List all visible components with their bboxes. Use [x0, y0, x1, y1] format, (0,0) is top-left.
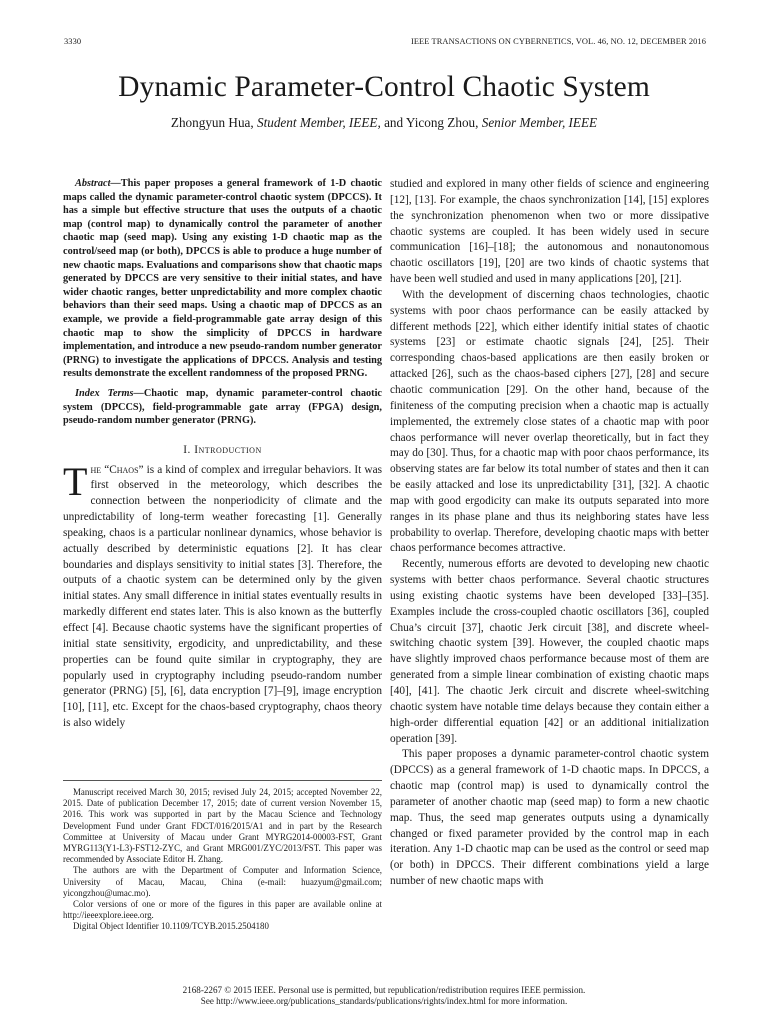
author-1-membership: Student Member, IEEE, — [256, 115, 381, 130]
section-heading-introduction — [63, 443, 382, 459]
left-column — [63, 177, 382, 732]
footnote-manuscript: Manuscript received March 30, 2015; revised July 24, 2015; accepted November 22, 2015. Date of publication December 17, 2015; date of current version November 15, 2016. This work was supported in part by the Macau Science and Technology Development Fund under Grant FDCT/016/2015/A1 and in part by the Research Committee at University of Macau under Grant MYRG2014-00003-FST, Grant MYRG113(Y1-L3)-FST12-ZYC, and Grant MRG001/ZYC/2013/FST. This paper was recommended by Associate Editor H. Zhang. — [63, 787, 382, 865]
index-terms — [63, 387, 382, 428]
author-2: and Yicong Zhou, — [384, 115, 479, 130]
intro-paragraph-1-text: is a kind of complex and irregular behaviors. It was first observed in the meteorology, which describes the connection between the nonperiodicity of climate and the unpredictability of long-term weather forecasting [1]. Generally speaking, chaos is a particular nonlinear dynamics, whose behavior is actually described by deterministic equations [2]. It has clear boundaries and displays sensitivity to initial states [3]. Therefore, the outputs of a chaotic system can be determined only by the given initial states. Any small difference in initial states eventually results in markedly different end states later. This is also known as the butterfly effect [4]. Because chaotic systems have the significant properties of initial state sensitivity, ergodicity, and unpredictability, and these properties can be found quite similar in cryptography, they are popularly used in cryptography including pseudo-random number generator (PRNG) [5], [6], data encryption [7]–[9], image encryption [10], [11], etc. Except for the chaos-based cryptography, chaos theory is also widely — [63, 463, 382, 730]
abstract — [63, 177, 382, 381]
intro-paragraph-3: Recently, numerous efforts are devoted to developing new chaotic systems with better chaos performance. Several chaotic structures using existing chaotic systems have been developed [33]–[35]. Examples include the cross-coupled chaotic oscillators [36], coupled Chua’s circuit [37], chaotic Jerk circuit [38], and discrete wheel-switching chaotic system [39]. However, the coupled chaotic maps have slightly improved chaos performance because most of them are generated from a simple linear combination of existing chaotic maps [40], [41]. The chaotic Jerk circuit and discrete wheel-switching chaotic system have notable time delays because they contain either a high-order differential equation [42] or an additional initialization operation [39]. — [390, 558, 709, 745]
footnote-doi: Digital Object Identifier 10.1109/TCYB.2015.2504180 — [73, 921, 269, 932]
page-number: 3330 — [64, 37, 82, 46]
footnote-affiliation: The authors are with the Department of Computer and Information Science, University of Macau, Macau, China (e-mail: huazyum@gmail.com; yicongzhou@umac.mo). — [63, 865, 382, 898]
right-column — [390, 177, 709, 890]
paper-title: Dynamic Parameter-Control Chaotic System — [118, 71, 650, 103]
author-1: Zhongyun Hua, — [170, 115, 254, 130]
intro-paragraph-4: This paper proposes a dynamic parameter-control chaotic system (DPCCS) as a general framework of 1-D chaotic maps. In DPCCS, a chaotic map (control map) is used to dynamically control the parameter of another chaotic map (seed map) to form a new chaotic map. Thus, the seed map generates outputs using a dynamically changed or fixed parameter provided by the control map in each iteration. Any 1-D chaotic map can be used as the control or seed map (or both) in DPCCS. Their different combinations yield a large number of new chaotic maps with — [390, 748, 709, 888]
copyright-notice — [0, 985, 768, 1008]
abstract-label: Abstract— — [75, 178, 121, 189]
copyright-line-2: See http://www.ieee.org/publications_standards/publications/rights/index.html for more information. — [200, 996, 568, 1007]
abstract-text: This paper proposes a general framework of 1-D chaotic maps called the dynamic parameter-control chaotic system (DPCCS). It has a simple but effective structure that uses the outputs of a chaotic map (control map) to dynamically control the parameter of another chaotic map (seed map). Using any existing 1-D chaotic map as the control/seed map (or both), DPCCS is able to produce a huge number of new chaotic maps. Evaluations and comparisons show that chaotic maps generated by DPCCS are very sensitive to their initial states, and have wider chaotic ranges, better unpredictability and more complex chaotic behaviors than their seed maps. Using a chaotic map of DPCCS as an example, we provide a field-programmable gate array design of this chaotic map to show the simplicity of DPCCS in hardware implementation, and introduce a new pseudo-random number generator (PRNG) to investigate the applications of DPCCS. Analysis and testing results demonstrate the excellent randomness of the proposed PRNG. — [63, 178, 382, 380]
author-line — [0, 115, 768, 131]
journal-citation: IEEE TRANSACTIONS ON CYBERNETICS, VOL. 46, NO. 12, DECEMBER 2016 — [410, 37, 706, 46]
section-number: I. — [183, 443, 191, 456]
copyright-line-1: 2168-2267 © 2015 IEEE. Personal use is permitted, but republication/redistribution requires IEEE permission. — [182, 985, 586, 995]
section-title: Introduction — [194, 443, 262, 456]
running-head — [64, 37, 706, 46]
drop-cap: T — [63, 458, 88, 504]
author-2-membership: Senior Member, IEEE — [481, 115, 598, 130]
intro-paragraph-1 — [63, 458, 382, 732]
index-terms-label: Index Terms— — [75, 387, 144, 399]
intro-paragraph-2: With the development of discerning chaos technologies, chaotic systems with poor chaos performance can be easily attacked by different methods [22], which either identify initial states of chaotic systems [23] or estimate chaotic signals [24], [25]. Their corresponding chaos-based applications are then easily broken or attacked [26], such as the chaos-based ciphers [27], [28] and secure chaotic communication [29]. On the other hand, because of the finiteness of the computing precision when a chaotic map is actually implemented, the extremely close states of a chaotic map with poor chaos performance will never overlap theoretically, but in fact they may do [30]. Thus, for a chaotic map with poor chaos performance, its observing states are far below its total number of states and then it can be easily attacked and lose its unpredictability [31], [32]. A chaotic map with good ergodicity can make its outputs separated into more ranges in its phase plane and thus its neighboring states have less probability to overlap. Therefore, developing chaotic maps with better chaos performance becomes attractive. — [390, 288, 709, 555]
intro-paragraph-1-continued: studied and explored in many other fields of science and engineering [12], [13]. For example, the chaos synchronization [14], [15] explores the synchronization phenomenon when two or more dissipative chaotic systems are coupled. It has been widely used in secure communication [16]–[18]; the autonomous and nonautonomous chaotic oscillators [19], [20] are two kinds of chaotic systems that have been well studied and used in many applications [20], [21]. — [390, 178, 709, 286]
index-terms-text: Chaotic map, dynamic parameter-control chaotic system (DPCCS), field-programmable gate array (FPGA) design, pseudo-random number generator (PRNG). — [63, 387, 382, 427]
first-page-footnote — [63, 780, 382, 933]
intro-lead-words: he “Chaos” — [90, 463, 144, 476]
footnote-color-note: Color versions of one or more of the figures in this paper are available online at http://ieeexplore.ieee.org. — [63, 899, 382, 921]
